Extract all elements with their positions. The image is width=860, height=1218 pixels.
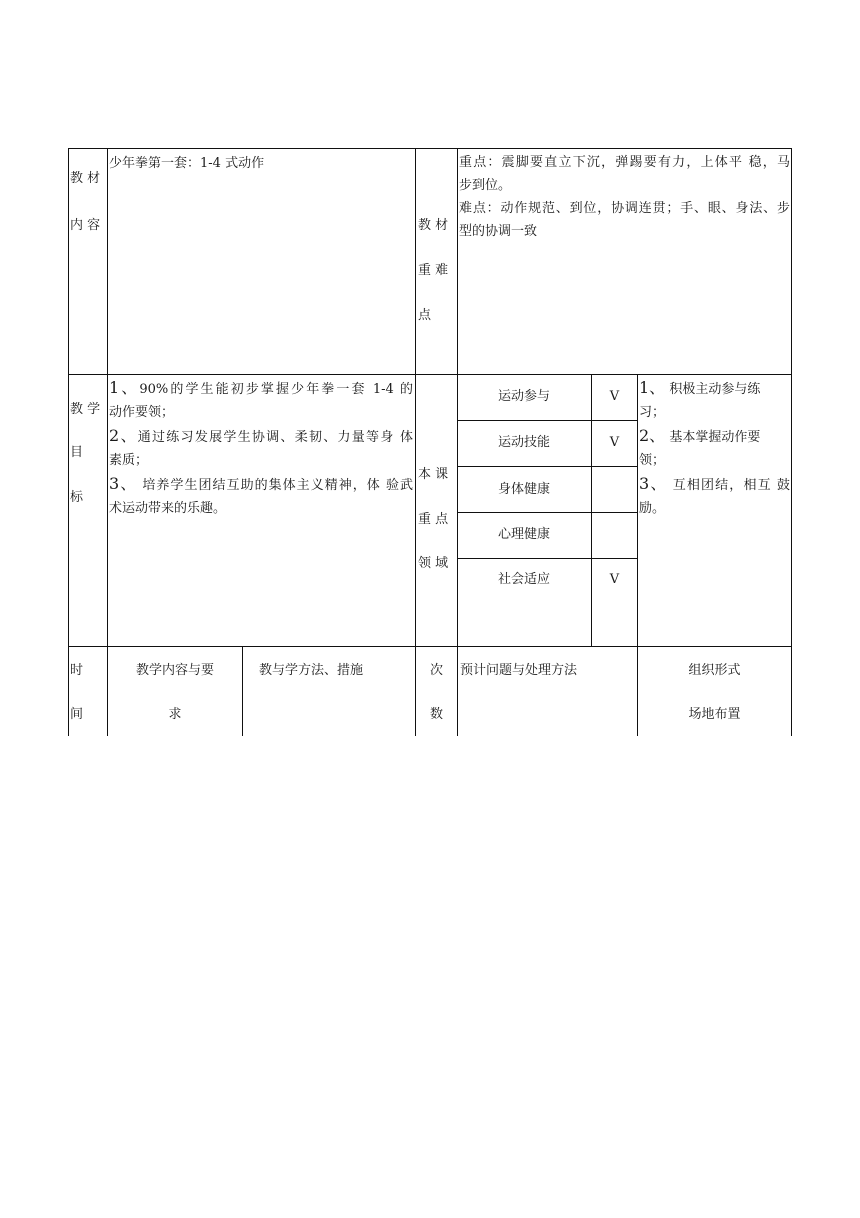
organization-header: 组织形式 — [688, 663, 741, 678]
material-label: 内 容 — [70, 218, 101, 233]
table-line — [457, 420, 637, 421]
table-line — [591, 374, 592, 646]
goal-line: 3、 培养学生团结互助的集体主义精神，体 验武 — [109, 474, 413, 493]
focus-label: 本 课 — [418, 467, 449, 482]
content-header: 求 — [168, 707, 182, 722]
domain-check: V — [609, 389, 620, 404]
methods-header: 教与学方法、措施 — [259, 663, 364, 678]
domain-name: 社会适应 — [497, 572, 550, 587]
focus-label: 重 点 — [418, 512, 449, 527]
outcome-line: 1、 积极主动参与练 — [639, 378, 761, 397]
domain-name: 运动技能 — [497, 435, 550, 450]
goal-line: 动作要领； — [109, 405, 175, 420]
content-header: 教学内容与要 — [135, 663, 214, 678]
problems-header: 预计问题与处理方法 — [460, 663, 578, 678]
outcome-line: 领； — [639, 453, 666, 468]
difficulty-label: 点 — [418, 308, 432, 323]
goal-line: 素质； — [109, 453, 149, 468]
goal-label: 教 学 — [70, 402, 101, 417]
table-line — [242, 646, 243, 736]
goals-text — [109, 376, 413, 520]
table-line — [415, 148, 416, 736]
focus-label: 领 域 — [418, 556, 449, 571]
outcomes-text — [639, 376, 790, 520]
table-line — [457, 512, 637, 513]
material-label: 教 材 — [70, 171, 101, 186]
table-line — [457, 466, 637, 467]
venue-header: 场地布置 — [688, 707, 741, 722]
difficulty-line: 型的协调一致 — [459, 224, 538, 239]
difficulty-text — [459, 151, 790, 243]
table-line — [68, 646, 792, 647]
outcome-line: 3、 互相团结，相互 鼓 — [639, 474, 790, 493]
goal-line: 2、通过练习发展学生协调、柔韧、力量等身 体 — [109, 426, 413, 445]
time-header: 时 — [70, 663, 84, 678]
outcome-line: 2、 基本掌握动作要 — [639, 426, 761, 445]
domain-name: 心理健康 — [497, 527, 550, 542]
difficulty-line: 重点：震脚要直立下沉，弹踢要有力，上体平 稳，马 — [459, 155, 790, 170]
difficulty-label: 教 材 — [418, 218, 449, 233]
domain-name: 运动参与 — [497, 389, 550, 404]
goal-label: 标 — [70, 490, 84, 505]
domain-check: V — [609, 435, 620, 450]
time-header: 间 — [70, 707, 84, 722]
outcome-line: 习； — [639, 405, 666, 420]
goal-line: 1、90%的学生能初步掌握少年拳一套 1-4 的 — [109, 378, 413, 397]
table-line — [68, 148, 792, 149]
table-line — [791, 148, 792, 736]
goal-label: 目 — [70, 445, 84, 460]
difficulty-line: 步到位。 — [459, 178, 512, 193]
difficulty-line: 难点：动作规范、到位，协调连贯；手、眼、身法、步 — [459, 201, 790, 216]
count-header: 次 — [429, 663, 443, 678]
count-header: 数 — [429, 707, 443, 722]
domain-name: 身体健康 — [497, 482, 550, 497]
material-content: 少年拳第一套：1-4 式动作 — [109, 156, 265, 171]
table-line — [457, 558, 637, 559]
outcome-line: 励。 — [639, 501, 666, 516]
goal-line: 术运动带来的乐趣。 — [109, 501, 227, 516]
difficulty-label: 重 难 — [418, 263, 449, 278]
domain-check: V — [609, 572, 620, 587]
